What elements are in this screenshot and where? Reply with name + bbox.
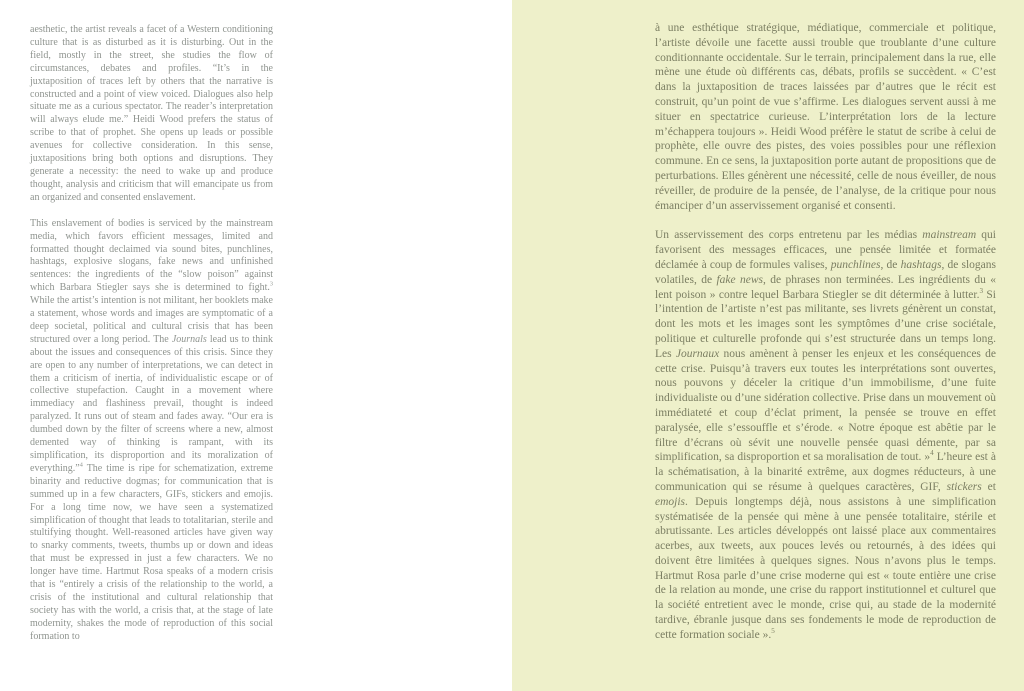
right-page [512,0,1024,691]
paragraph: This enslavement of bodies is serviced by the mainstream media, which favors efficient messages, limited and formatted thought declaimed via sound bites, punchlines, hashtags, explosive slogans, fake news and unfinished sentences: the ingredients of the “slow poison” against which Barbara Stiegler says she is determined to fight.$^3$ While the artist’s intention is not militant, her booklets make a statement, whose words and images are symptomatic of a deep societal, political and cultural crisis that has been structured over a long period. The Journals lead us to think about the issues and consequences of this crisis. Since they are open to any number of interpretations, we can detect in them a criticism of inertia, of individualistic escape or of collective stupefaction. Caught in a movement where immediacy and flashiness prevail, thought is indeed paralyzed. It runs out of steam and fades away. “Our era is dumbed down by the filter of screens where a new, almost demented way of thinking is rampant, with its simplification, its disproportion and its moralization of everything.”$^4$ The time is ripe for schematization, extreme binarity and reductive dogmas; for communication that is summed up in a few characters, GIFs, stickers and emojis. For a long time now, we have seen a systematized simplification of thought that leads to totalitarian, sterile and stultifying thought. Well-reasoned articles have given way to snarky comments, tweets, thumbs up or down and ideas that must be expressed in just a few characters. We no longer have time. Hartmut Rosa speaks of a modern crisis that is “entirely a crisis of the relationship to the world, a crisis of the institutional and cultural relationship that society has with the world, a crisis that, at the stage of late modernity, shakes the mode of reproduction of this social formation to [30,217,273,642]
right-page-text-column [655,21,996,643]
left-page-text-column [30,24,273,644]
paragraph: Un asservissement des corps entretenu par les médias mainstream qui favorisent des messages efficaces, une pensée limitée et formatée déclamée à coup de formules valises, punchlines, de hashtags, de slogans volatiles, de fake news, de phrases non terminées. Les ingrédients du « lent poison » contre lequel Barbara Stiegler se dit déterminée à lutter.$^3$ Si l’intention de l’artiste n’est pas militante, ses livrets génèrent un constat, dont les mots et les images sont les symptômes d’une crise sociétale, politique et culturelle profonde qui s’est structurée dans un temps long. Les Journaux nous amènent à penser les enjeux et les conséquences de cette crise. Puisqu’à travers eux toutes les interprétations sont ouvertes, nous pouvons y déceler la critique d’un immobilisme, d’une fuite individualiste ou d’une sidération collective. Prise dans un mouvement où immédiateté et coup d’éclat priment, la pensée se trouve en effet paralysée, elle s’essouffle et s’érode. « Notre époque est abêtie par le filtre d’écrans où sévit une nouvelle pensée quasi démente, par sa simplification, sa disproportion et sa moralisation de tout. »$^4$ L’heure est à la schématisation, à la binarité extrême, aux dogmes réducteurs, à une communication qui se résume à quelques caractères, GIF, stickers et emojis. Depuis longtemps déjà, nous assistons à une simplification systématisée de la pensée qui mène à une pensée totalitaire, stérile et abrutissante. Les articles développés ont laissé place aux commentaires acerbes, aux tweets, aux pouces levés ou retournés, à des idées qui doivent être limitées à quelques signes. Nous n’avons plus le temps. Hartmut Rosa parle d’une crise moderne qui est « toute entière une crise de la relation au monde, une crise du rapport institutionnel et culturel que la société entretient avec le monde, crise qui, au stade de la modernité tardive, ébranle jusque dans ses fondements le mode de reproduction de cette formation sociale ».$^5$ [655,229,997,641]
paragraph: à une esthétique stratégique, médiatique, commerciale et politique, l’artiste dévoile une facette aussi trouble que troublante d’une culture conditionnante occidentale. Sur le terrain, principalement dans la rue, elle mène une étude où différents cas, débats, profils se succèdent. « C’est dans la juxtaposition de traces laissées par d’autres que le récit est construit, qu’un point de vue s’affirme. Les dialogues servent aussi à me situer en spectatrice curieuse. L’interprétation lors de la lecture m’échappera toujours ». Heidi Wood préfère le statut de scribe à celui de prophète, elle ouvre des pistes, des voies possibles pour une réflexion commune. En ce sens, la juxtaposition porte autant de propositions que de perturbations. Elles génèrent une nécessité, celle de nous éveiller, de nous réveiller, de produire de la pensée, de l’analyse, de la critique pour nous émanciper d’un asservissement organisé et consenti. [655,22,996,212]
paragraph: aesthetic, the artist reveals a facet of a Western conditioning culture that is as disturbed as it is disturbing. Out in the field, mostly in the street, she studies the flow of circumstances, debates and profiles. “It’s in the juxtaposition of traces left by others that the narrative is constructed and a point of view voiced. Dialogues also help situate me as a curious spectator. The reader’s interpretation will always elude me.” Heidi Wood prefers the status of scribe to that of prophet. She opens up leads or possible avenues for collective consideration. In this sense, juxtapositions bring both options and disruptions. They generate a necessity: the need to wake up and produce thought, analysis and criticism that will emancipate us from an organized and consented enslavement. [30,24,273,203]
